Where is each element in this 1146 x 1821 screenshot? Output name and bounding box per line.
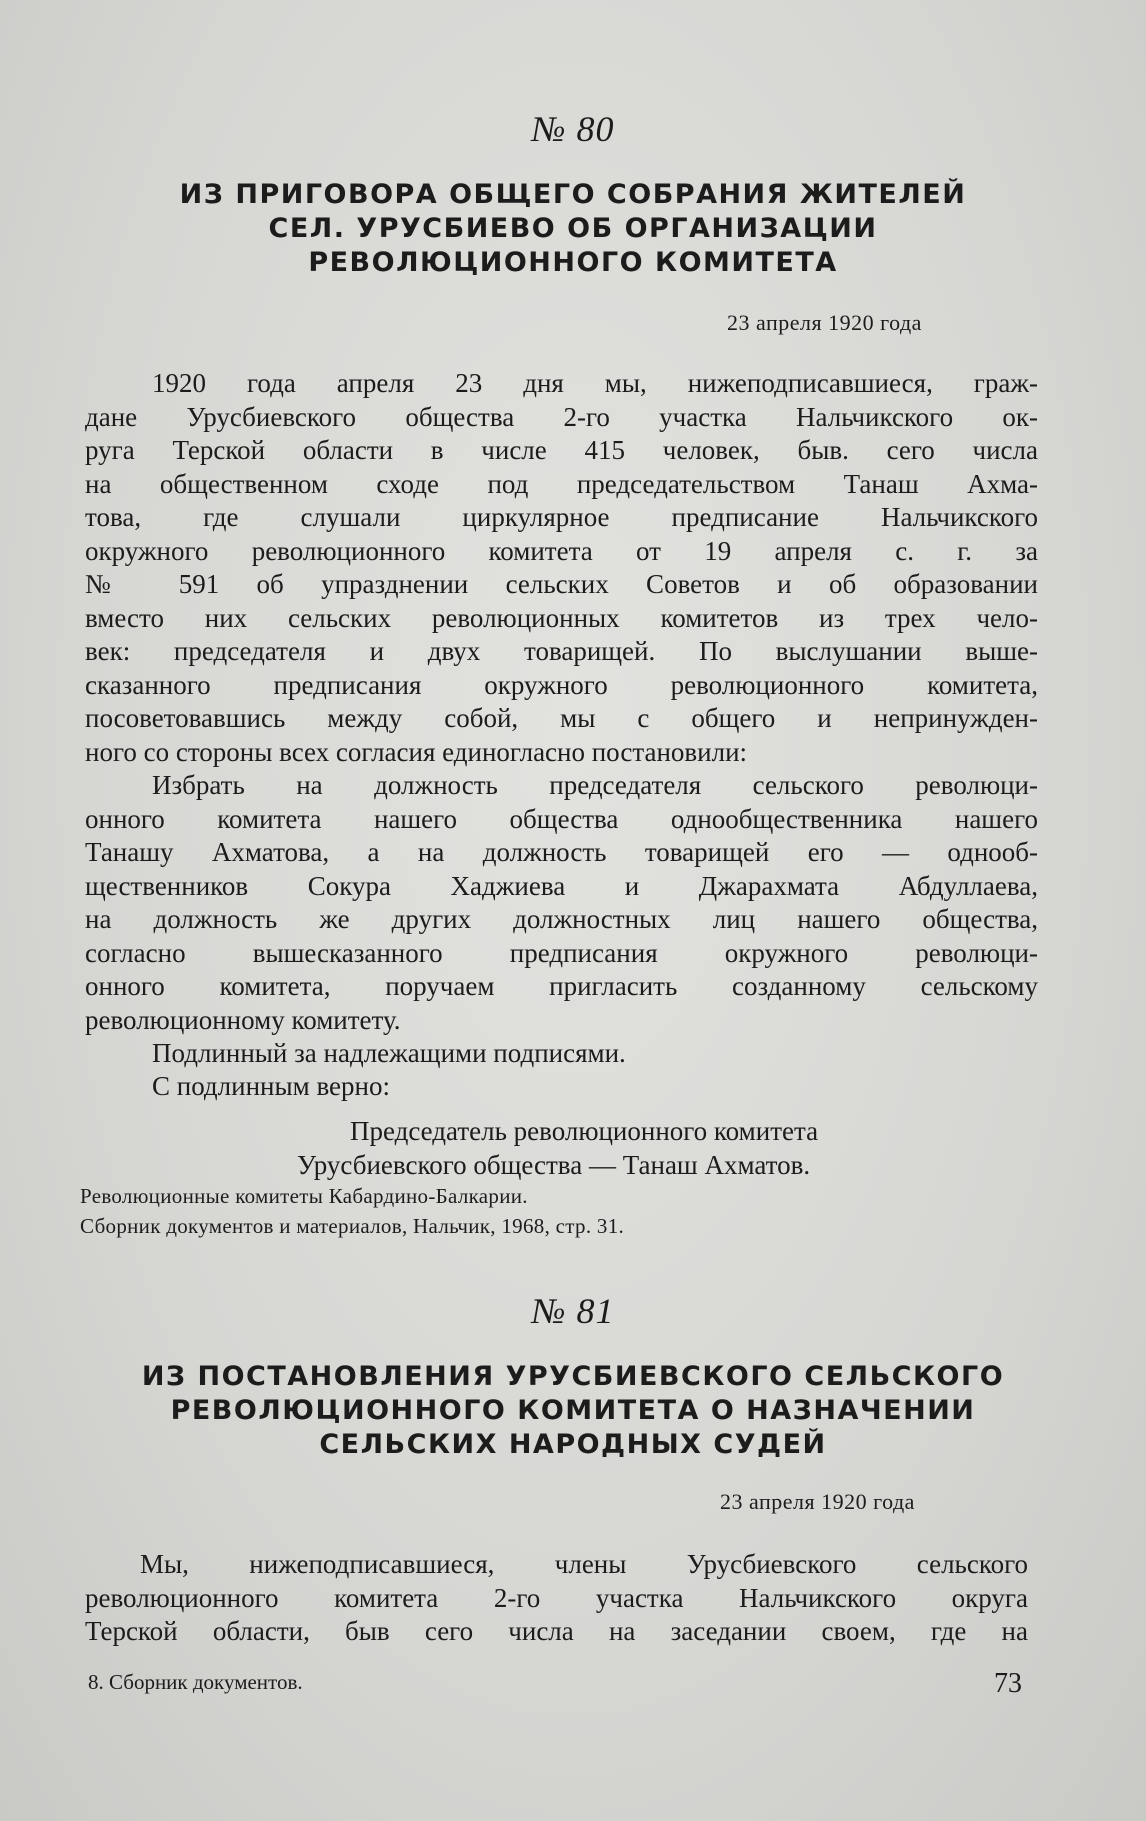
body-line: революционному комитету.	[85, 1005, 401, 1035]
body-line: щественников Сокура Хаджиева и Джарахмата Абдуллаева,	[85, 871, 1038, 901]
body-line: № 591 об упразднении сельских Советов и об образовании	[85, 569, 1038, 599]
document-number: № 81	[531, 1291, 615, 1331]
title-line: РЕВОЛЮЦИОННОГО КОМИТЕТА	[308, 247, 838, 278]
body-line: Мы, нижеподписавшиеся, члены Урусбиевского сельского	[140, 1549, 1028, 1579]
body-line: онного комитета нашего общества однообщественника нашего	[85, 804, 1038, 834]
document-title	[90, 1360, 1056, 1462]
document-date: 23 апреля 1920 года	[727, 310, 922, 335]
body-line: на общественном сходе под председательством Танаш Ахма-	[85, 469, 1038, 499]
body-line: вместо них сельских революционных комитетов из трех чело-	[85, 603, 1038, 633]
body-line: онного комитета, поручаем пригласить созданному сельскому	[85, 971, 1038, 1001]
body-line: ного со стороны всех согласия единогласно постановили:	[85, 737, 748, 767]
body-line: дане Урусбиевского общества 2-го участка Нальчикского ок-	[85, 402, 1038, 432]
body-line: С подлинным верно:	[152, 1071, 390, 1101]
body-line: Избрать на должность председателя сельского революци-	[152, 770, 1038, 800]
body-line: 1920 года апреля 23 дня мы, нижеподписавшиеся, граж-	[152, 368, 1038, 398]
title-line: РЕВОЛЮЦИОННОГО КОМИТЕТА О НАЗНАЧЕНИИ	[170, 1395, 976, 1426]
document-title	[90, 178, 1056, 280]
signature-note: 8. Сборник документов.	[88, 1670, 303, 1694]
page-number: 73	[994, 1668, 1022, 1699]
title-line: ИЗ ПРИГОВОРА ОБЩЕГО СОБРАНИЯ ЖИТЕЛЕЙ	[179, 179, 967, 210]
source-citation: Сборник документов и материалов, Нальчик, 1968, стр. 31.	[80, 1214, 625, 1238]
body-line: окружного революционного комитета от 19 апреля с. г. за	[85, 536, 1038, 566]
body-line: това, где слушали циркулярное предписание Нальчикского	[85, 502, 1038, 532]
document-date: 23 апреля 1920 года	[720, 1489, 915, 1514]
body-line: согласно вышесказанного предписания окружного революци-	[85, 938, 1038, 968]
body-line: Подлинный за надлежащими подписями.	[152, 1038, 626, 1068]
body-line: революционного комитета 2-го участка Нальчикского округа	[85, 1583, 1028, 1613]
body-line: посоветовавшись между собой, мы с общего и непринужден-	[85, 703, 1038, 733]
body-line: Танашу Ахматова, а на должность товарищей его — однооб-	[85, 837, 1038, 867]
body-line: на должность же других должностных лиц нашего общества,	[85, 904, 1038, 934]
body-line: сказанного предписания окружного революционного комитета,	[85, 670, 1038, 700]
body-line: век: председателя и двух товарищей. По выслушании выше-	[85, 636, 1038, 666]
title-line: СЕЛ. УРУСБИЕВО ОБ ОРГАНИЗАЦИИ	[268, 213, 878, 244]
signature-line: Урусбиевского общества — Танаш Ахматов.	[297, 1150, 811, 1180]
title-line: ИЗ ПОСТАНОВЛЕНИЯ УРУСБИЕВСКОГО СЕЛЬСКОГО	[141, 1361, 1005, 1392]
source-citation: Революционные комитеты Кабардино-Балкарии.	[80, 1184, 528, 1208]
document-number: № 80	[531, 109, 615, 149]
title-line: СЕЛЬСКИХ НАРОДНЫХ СУДЕЙ	[319, 1429, 827, 1460]
signature-line: Председатель революционного комитета	[350, 1116, 819, 1146]
body-line: Терской области, быв сего числа на заседании своем, где на	[85, 1616, 1028, 1646]
body-line: руга Терской области в числе 415 человек, быв. сего числа	[85, 435, 1038, 465]
